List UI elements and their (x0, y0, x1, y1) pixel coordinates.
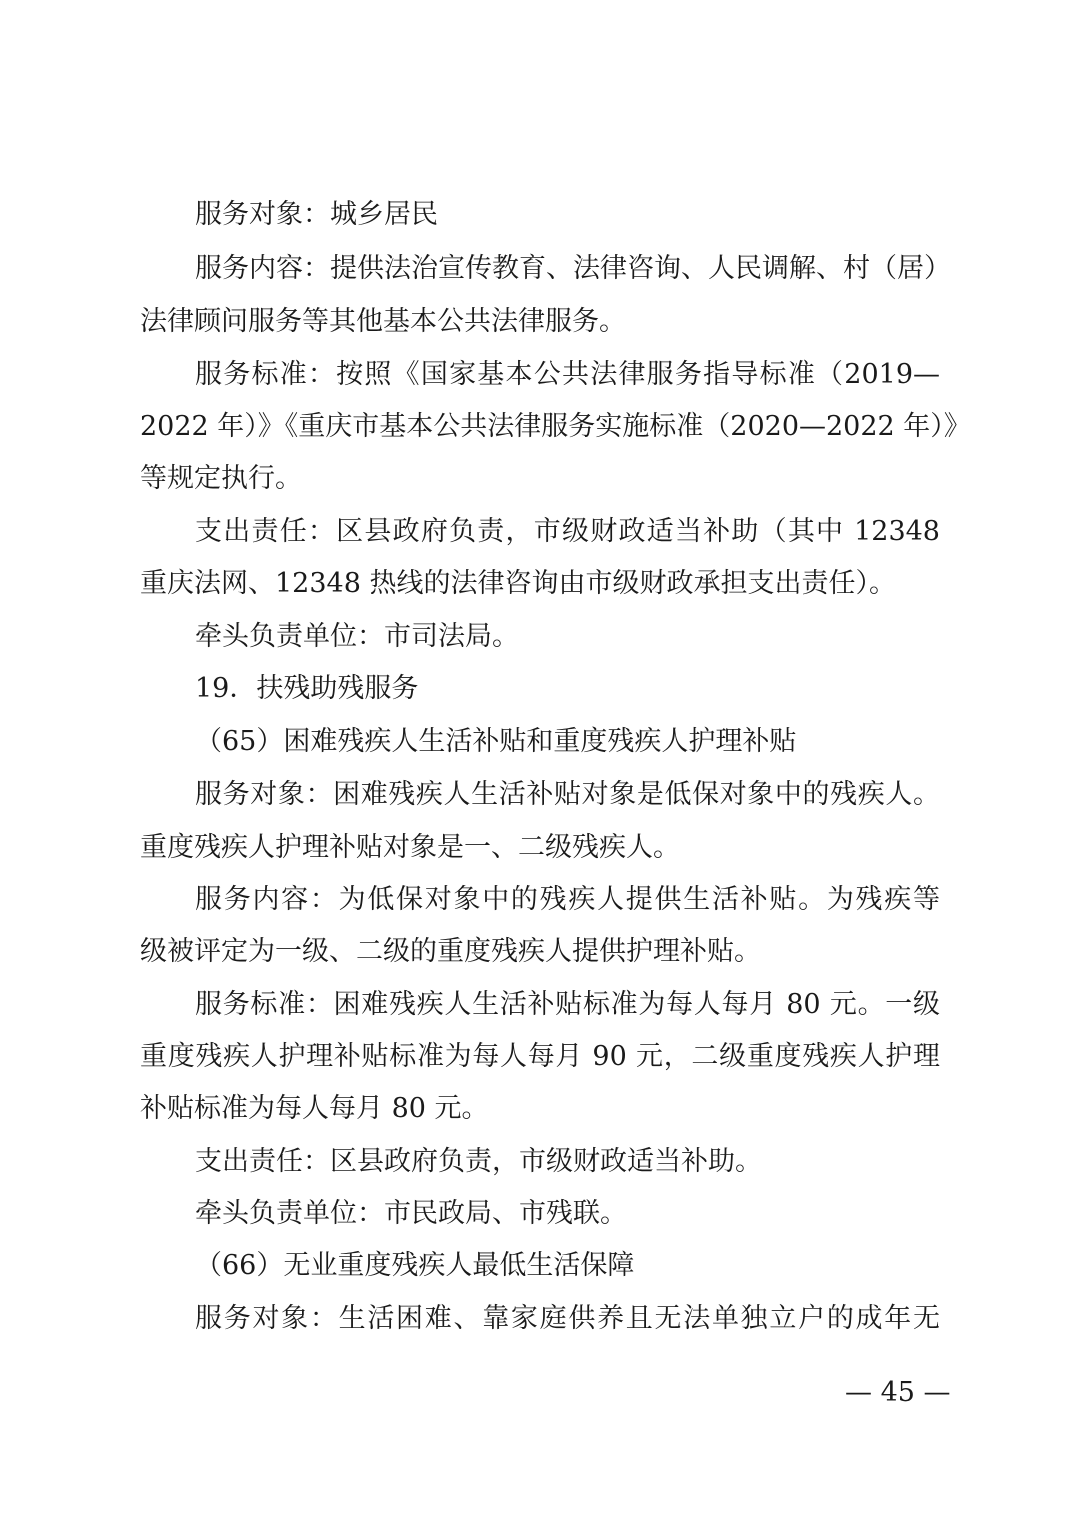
text-line: 服务内容：为低保对象中的残疾人提供生活补贴。为残疾等 (195, 884, 940, 915)
text-line: 服务标准：按照《国家基本公共法律服务指导标准（2019— (195, 359, 940, 390)
text-line: 牵头负责单位：市司法局。 (195, 621, 519, 652)
text-line: 重度残疾人护理补贴标准为每人每月 90 元，二级重度残疾人护理 (140, 1041, 940, 1072)
subsection-heading: （65）困难残疾人生活补贴和重度残疾人护理补贴 (195, 726, 797, 757)
text-line: 等规定执行。 (140, 463, 302, 494)
text-line: 牵头负责单位：市民政局、市残联。 (195, 1198, 627, 1229)
text-line: 服务内容：提供法治宣传教育、法律咨询、人民调解、村（居） (195, 253, 951, 284)
text-line: 服务对象：困难残疾人生活补贴对象是低保对象中的残疾人。 (195, 779, 940, 810)
section-heading: 19．扶残助残服务 (195, 673, 419, 704)
text-line: 补贴标准为每人每月 80 元。 (140, 1093, 489, 1124)
text-line: 级被评定为一级、二级的重度残疾人提供护理补贴。 (140, 936, 761, 967)
page-number: — 45 — (845, 1377, 951, 1408)
text-line: 服务对象：城乡居民 (195, 199, 438, 230)
text-line: 支出责任：区县政府负责，市级财政适当补助。 (195, 1146, 762, 1177)
text-line: 重庆法网、12348 热线的法律咨询由市级财政承担支出责任）。 (140, 568, 896, 599)
text-line: 服务对象：生活困难、靠家庭供养且无法单独立户的成年无 (195, 1303, 940, 1334)
text-line: 2022 年）》《重庆市基本公共法律服务实施标准（2020—2022 年）》 (140, 411, 971, 442)
text-line: 支出责任：区县政府负责，市级财政适当补助（其中 12348 (195, 516, 940, 547)
text-line: 法律顾问服务等其他基本公共法律服务。 (140, 306, 626, 337)
text-line: 服务标准：困难残疾人生活补贴标准为每人每月 80 元。一级 (195, 989, 940, 1020)
subsection-heading: （66）无业重度残疾人最低生活保障 (195, 1250, 635, 1281)
text-line: 重度残疾人护理补贴对象是一、二级残疾人。 (140, 832, 680, 863)
